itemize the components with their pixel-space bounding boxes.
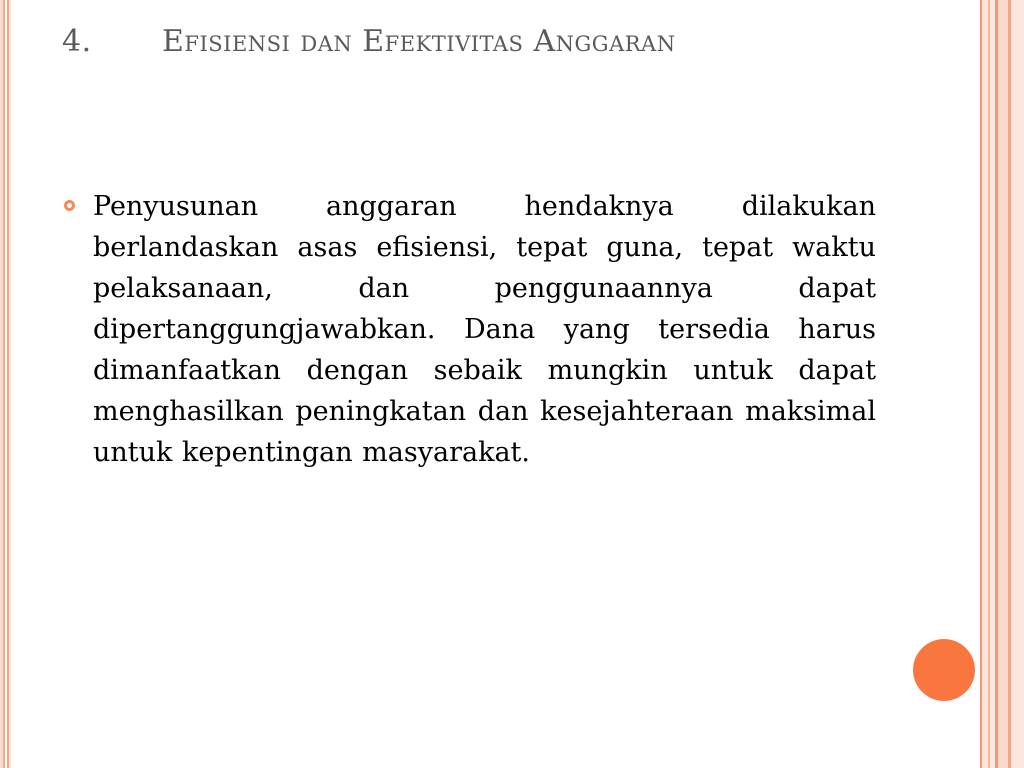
right-border-stripes [980,0,1024,768]
accent-circle [913,639,975,701]
title-number: 4. [62,24,92,59]
bullet-icon [64,200,75,211]
bullet-paragraph: Penyusunan anggaran hendaknya dilakukan berlandaskan asas efisiensi, tepat guna, tepat waktu pelaksanaan, dan penggunaannya dapat dipertanggungjawabkan. Dana yang tersedia harus dimanfaatkan dengan sebaik mungkin untuk dapat menghasilkan peningkatan dan kesejahteraan maksimal untuk kepentingan masyarakat. [93,191,876,468]
left-border-stripes [0,0,11,768]
title-text: Efisiensi dan Efektivitas Anggaran [162,24,676,59]
slide-title [62,22,902,62]
